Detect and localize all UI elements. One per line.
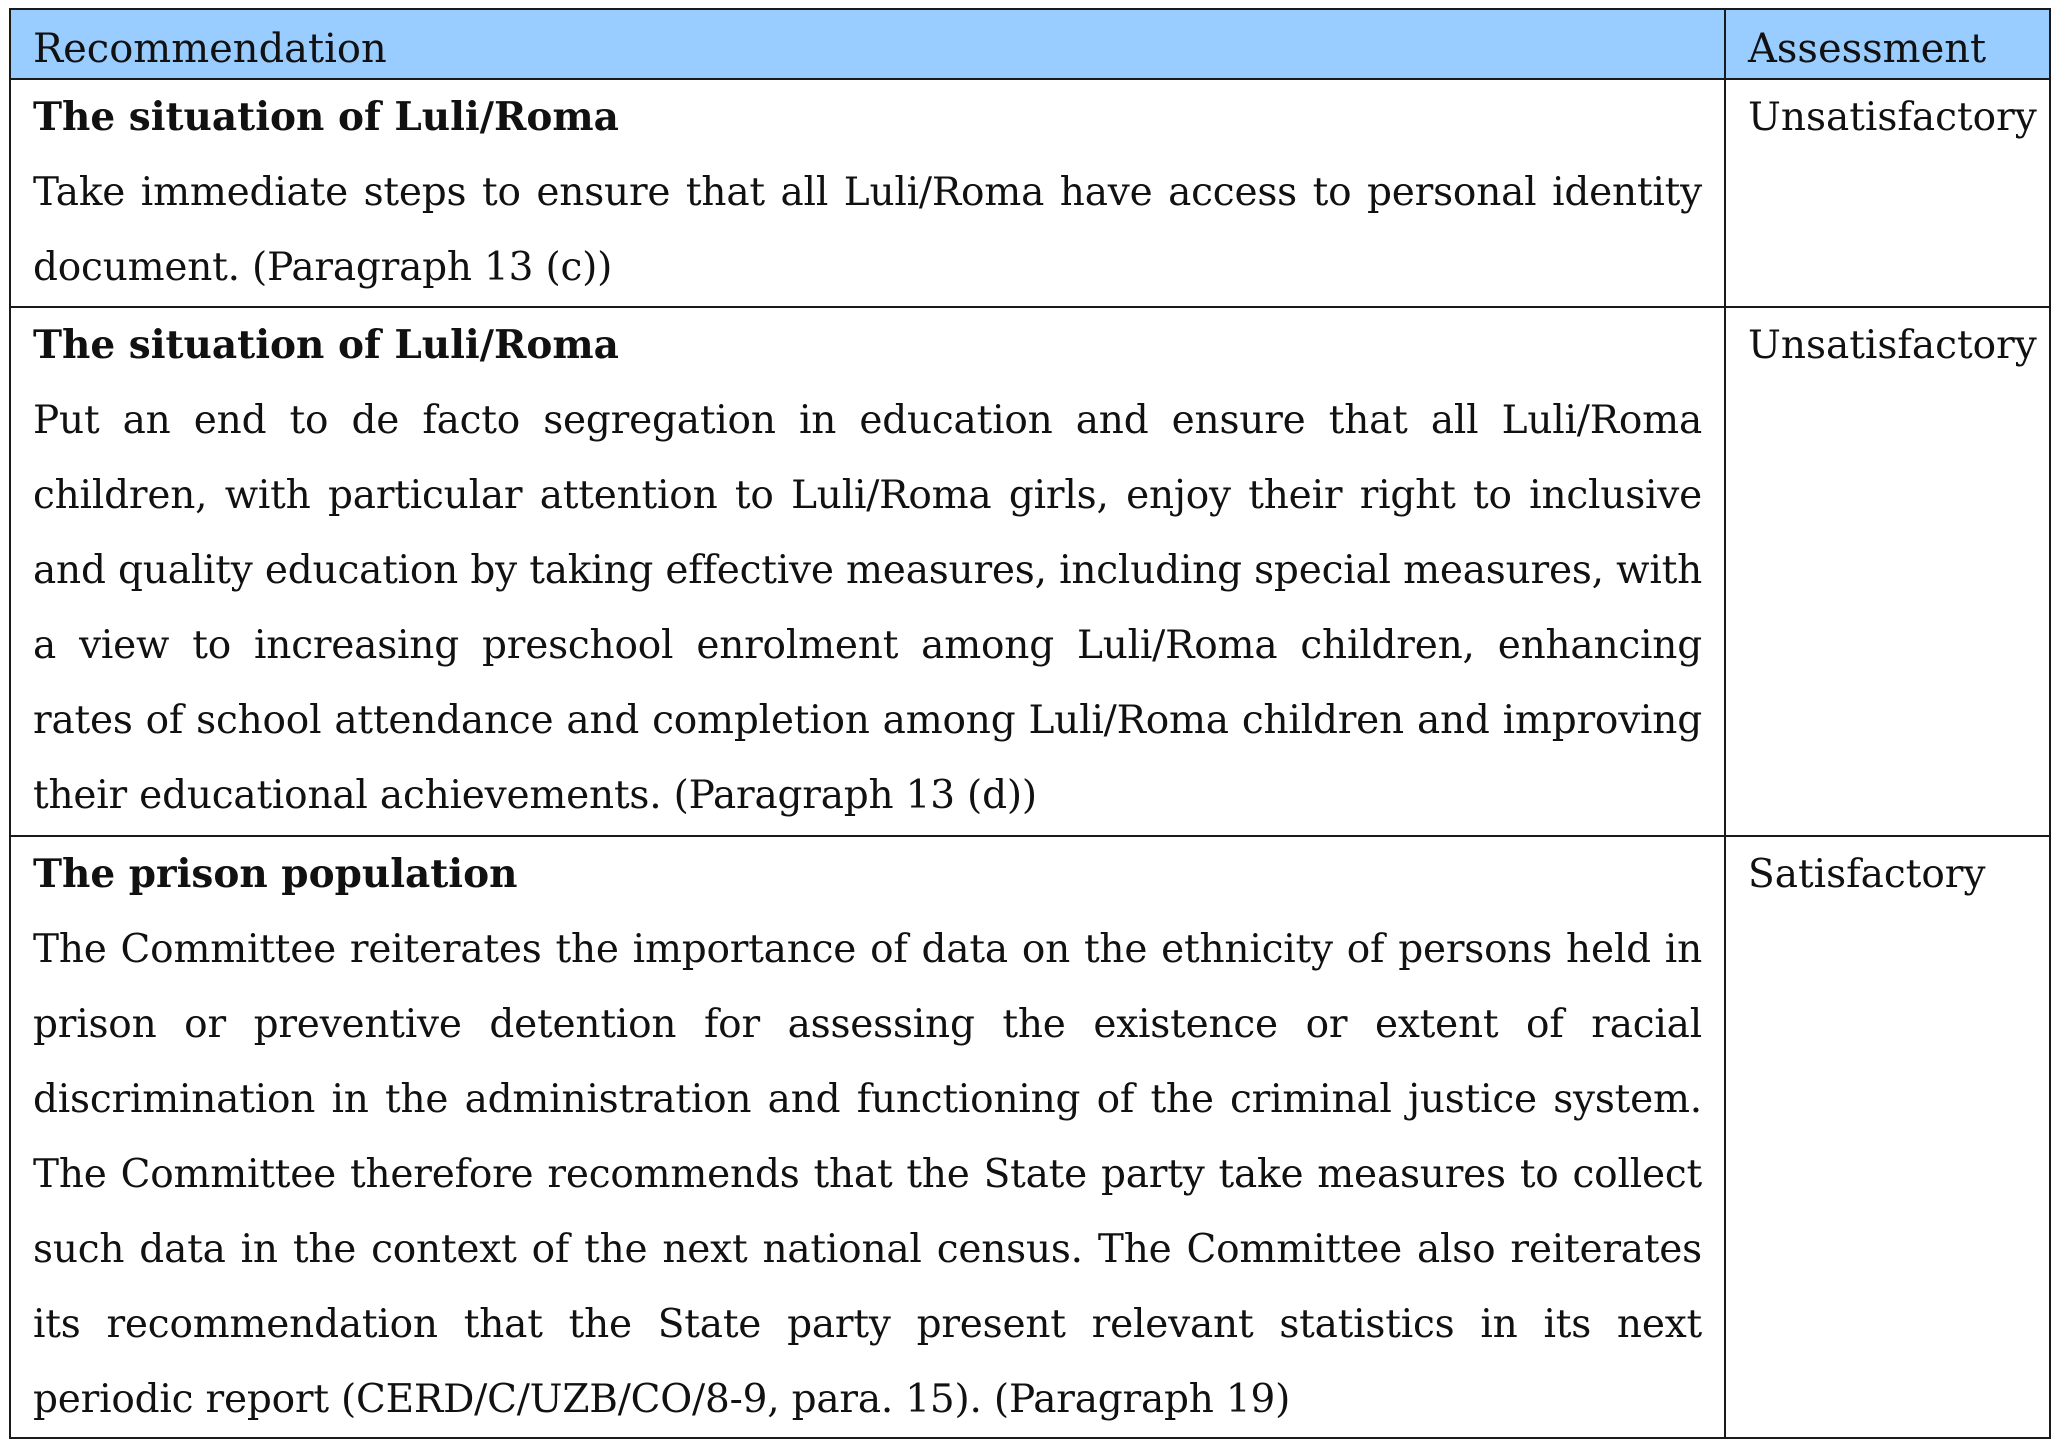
recommendations-table xyxy=(9,8,2051,1439)
assessment-value: Unsatisfactory xyxy=(1748,95,2037,140)
recommendation-text: Put an end to de facto segregation in education and ensure that all Luli/Roma children, with particular attention to Luli/Roma girls, enjoy their right to inclusive and quality education by taking effective measures, including special measures, with a view to increasing preschool enrolment among Luli/Roma children, enhancing rates of school attendance and completion among Luli/Roma children and improving their educational achievements. (Paragraph 13 (d)) xyxy=(33,398,1702,818)
assessment-cell xyxy=(1725,79,2050,307)
assessment-value: Satisfactory xyxy=(1748,852,1986,897)
recommendation-cell xyxy=(10,307,1725,836)
recommendation-text: Take immediate steps to ensure that all Luli/Roma have access to personal identity document. (Paragraph 13 (c)) xyxy=(33,170,1702,290)
assessment-cell xyxy=(1725,307,2050,836)
assessment-cell xyxy=(1725,836,2050,1438)
header-assessment: Assessment xyxy=(1725,9,2050,79)
recommendation-title: The situation of Luli/Roma xyxy=(33,94,619,140)
header-recommendation: Recommendation xyxy=(10,9,1725,79)
recommendation-text: The Committee reiterates the importance of data on the ethnicity of persons held in prison or preventive detention for assessing the existence or extent of racial discrimination in the administration and functioning of the criminal justice system. The Committee therefore recommends that the State party take measures to collect such data in the context of the next national census. The Committee also reiterates its recommendation that the State party present relevant statistics in its next periodic report (CERD/C/UZB/CO/8-9, para. 15). (Paragraph 19) xyxy=(33,927,1702,1422)
recommendation-cell xyxy=(10,836,1725,1438)
table-row xyxy=(10,79,2050,307)
recommendation-title: The prison population xyxy=(33,851,518,897)
table-row xyxy=(10,307,2050,836)
recommendation-title: The situation of Luli/Roma xyxy=(33,322,619,368)
table-header-row xyxy=(10,9,2050,79)
recommendation-cell xyxy=(10,79,1725,307)
table-row xyxy=(10,836,2050,1438)
assessment-value: Unsatisfactory xyxy=(1748,323,2037,368)
